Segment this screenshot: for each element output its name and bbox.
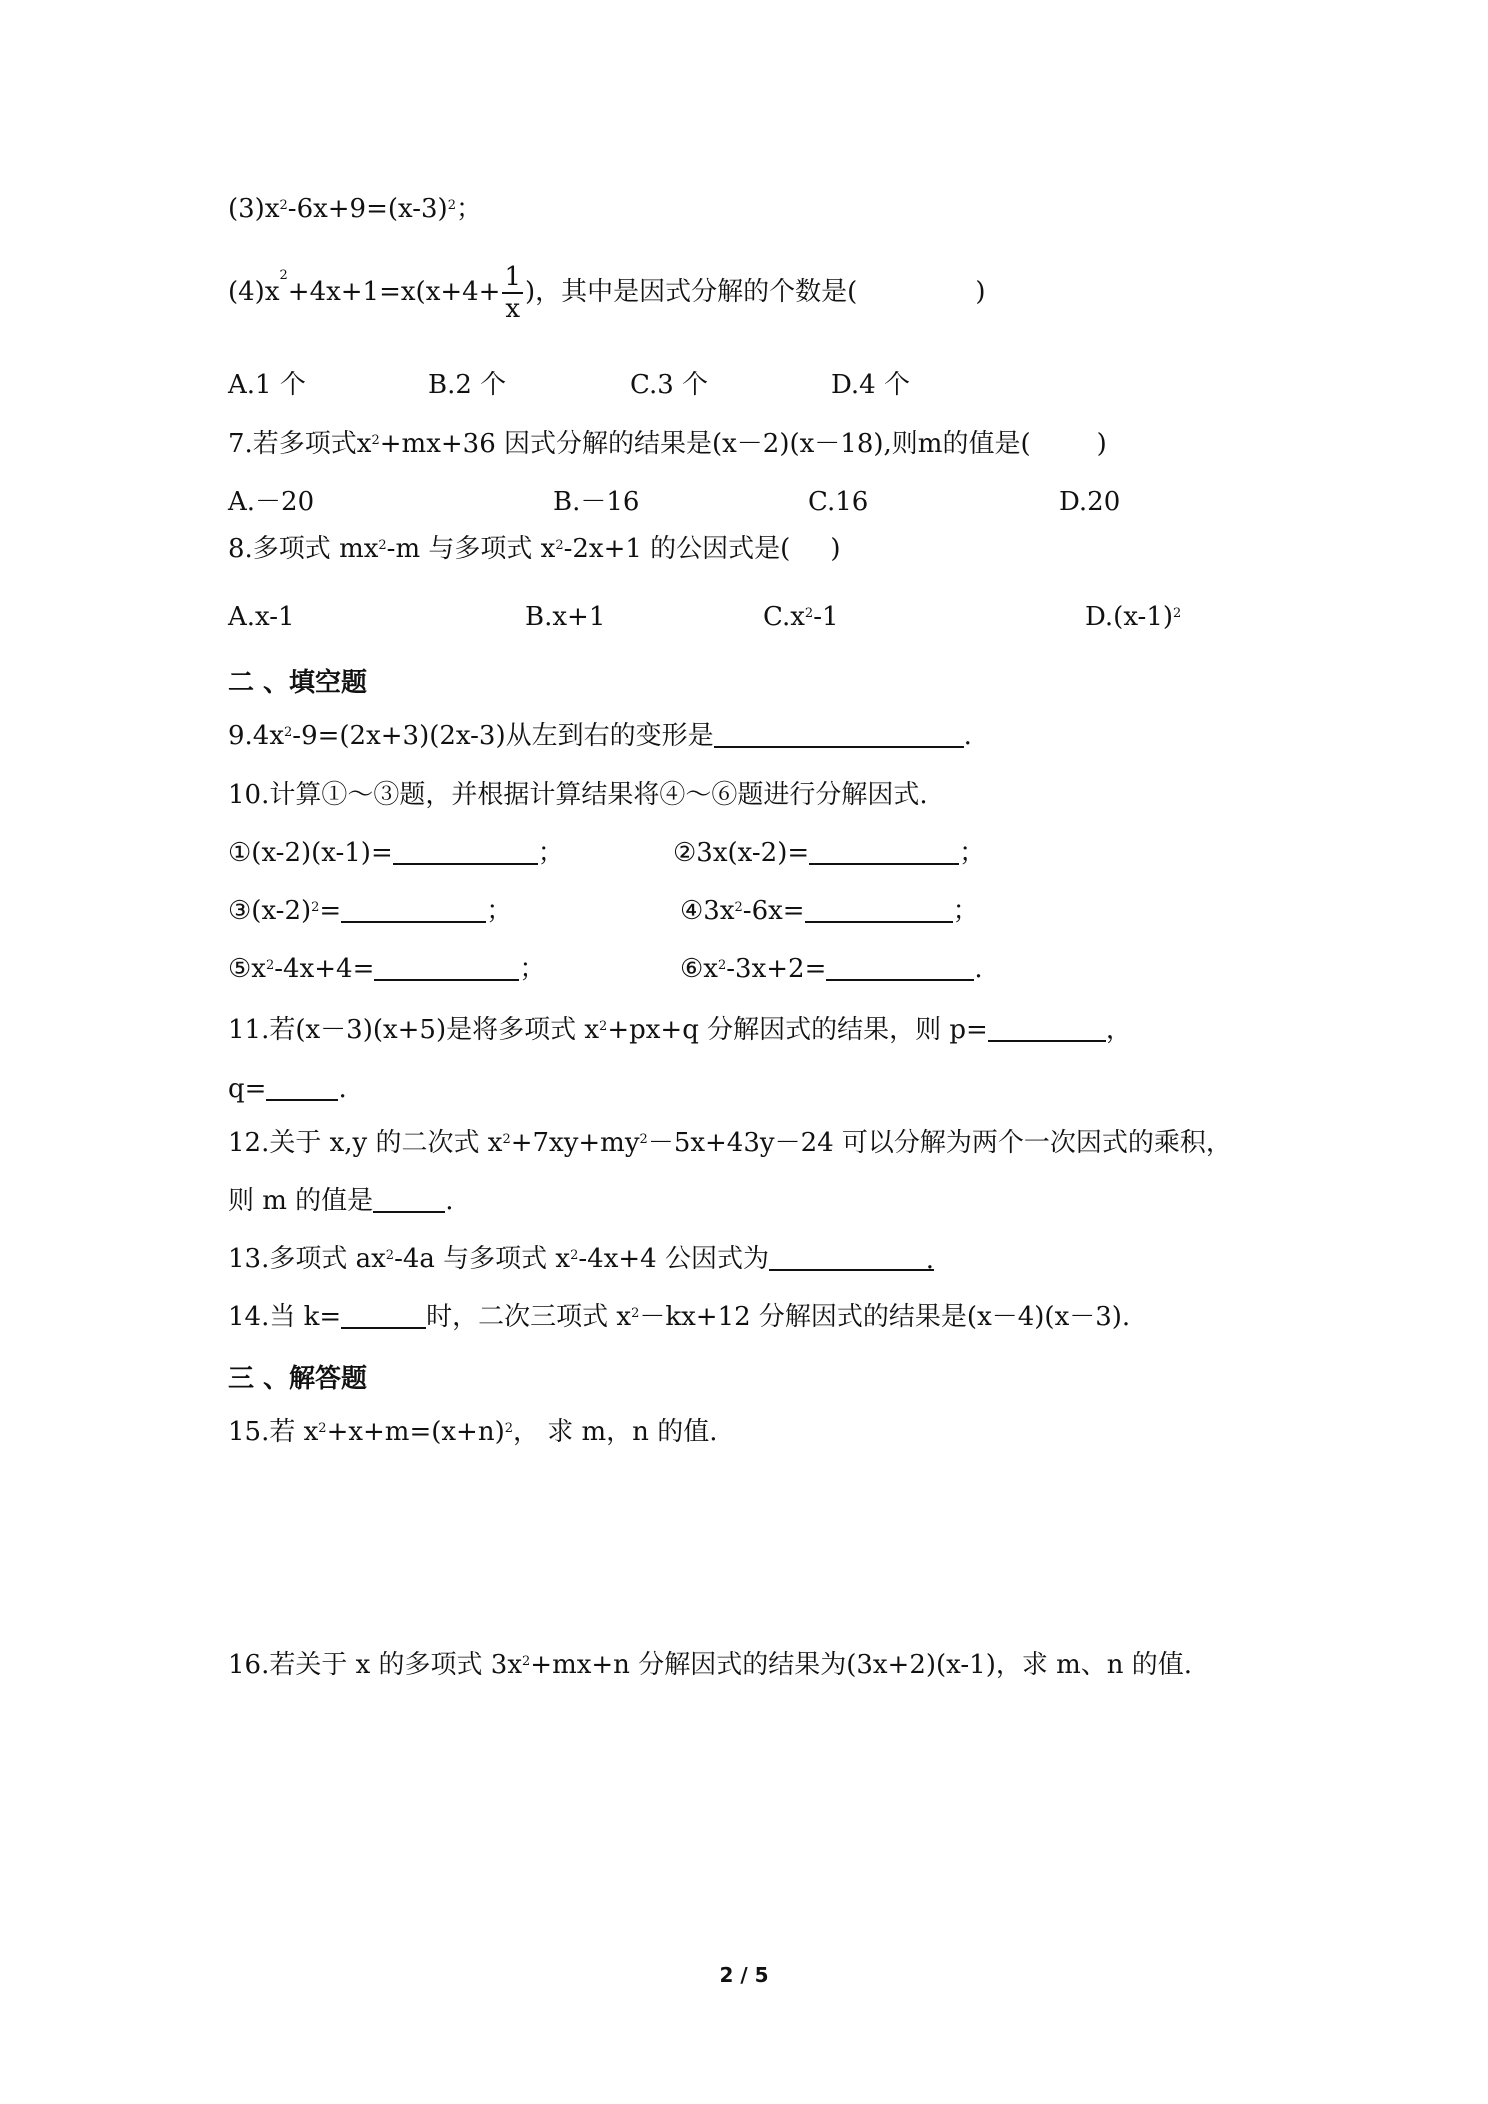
- exponent: 2: [522, 1654, 531, 1669]
- exponent: 2: [279, 198, 288, 213]
- answer-blank[interactable]: [805, 895, 953, 923]
- question-14: [228, 1300, 1130, 1334]
- question-15-text: 15.若 x: [228, 1417, 319, 1447]
- question-16: [228, 1648, 1192, 1682]
- question-12: [228, 1126, 1232, 1160]
- question-8-text: -2x+1 的公因式是(: [563, 534, 791, 564]
- q6-item-4-text: (4)x: [228, 277, 280, 307]
- q6-item-4: [228, 262, 985, 324]
- q8-option-c-text: -1: [813, 602, 839, 632]
- q7-option-c: C.16: [808, 487, 869, 517]
- exponent: 2: [447, 198, 456, 213]
- q10-item-3-text: ③(x-2): [228, 896, 312, 926]
- question-9: [228, 719, 972, 753]
- question-9-text: -9=(2x+3)(2x-3)从左到右的变形是: [292, 721, 714, 751]
- question-14-text: 14.当 k=: [228, 1302, 342, 1332]
- page-number: 2 / 5: [719, 1963, 769, 1987]
- exponent: 2: [502, 1132, 511, 1147]
- question-12-text: +7xy+my: [510, 1128, 640, 1158]
- q10-item-6-text: -3x+2=: [726, 954, 827, 984]
- answer-blank[interactable]: [393, 837, 538, 865]
- q10-item-4-text: -6x=: [742, 896, 805, 926]
- question-15-text: ， 求 m，n 的值.: [513, 1417, 718, 1447]
- q6-option-b: B.2 个: [428, 370, 507, 400]
- question-12-text: .: [445, 1186, 454, 1216]
- q10-item-1-text: ；: [537, 838, 564, 868]
- q6-item-3-text: -6x+9=(x-3): [287, 194, 448, 224]
- exponent: 2: [639, 1132, 648, 1147]
- answer-blank[interactable]: [266, 1073, 338, 1101]
- q6-option-c: C.3 个: [630, 370, 709, 400]
- question-13-text: -4x+4 公因式为: [578, 1244, 769, 1274]
- question-13-text: .: [925, 1245, 934, 1275]
- question-12-text: 12.关于 x,y 的二次式 x: [228, 1128, 503, 1158]
- answer-blank[interactable]: [374, 953, 519, 981]
- answer-blank[interactable]: [714, 720, 964, 748]
- fraction: [502, 262, 523, 324]
- question-14-text: －kx+12 分解因式的结果是(x－4)(x－3).: [639, 1302, 1131, 1332]
- question-11-text: 11.若(x－3)(x+5)是将多项式 x: [228, 1015, 600, 1045]
- question-11-text: .: [338, 1074, 347, 1104]
- question-11-text: q=: [228, 1074, 267, 1104]
- question-13: [228, 1242, 934, 1276]
- exponent: 2: [734, 900, 743, 915]
- q10-item-4-text: ④3x: [680, 896, 735, 926]
- exponent: 2: [378, 538, 387, 553]
- exponent: 2: [599, 1019, 608, 1034]
- q10-item-1-text: ①(x-2)(x-1)=: [228, 838, 393, 868]
- exponent: 2: [504, 1421, 513, 1436]
- question-16-text: +mx+n 分解因式的结果为(3x+2)(x-1)，求 m、n 的值.: [530, 1650, 1193, 1680]
- fraction-numerator: 1: [504, 262, 522, 292]
- exponent: 2: [1173, 606, 1182, 621]
- question-11-line-2: [228, 1072, 347, 1106]
- exponent: 2: [284, 725, 293, 740]
- q10-item-5-text: ；: [519, 954, 546, 984]
- question-8-text: ): [830, 534, 841, 564]
- answer-blank[interactable]: [341, 895, 486, 923]
- q10-item-6-text: ⑥x: [680, 954, 718, 984]
- q10-item-2: [673, 836, 985, 870]
- question-7-text: 7.若多项式x: [228, 429, 372, 459]
- q10-item-4-text: ；: [952, 896, 979, 926]
- question-8-text: -m 与多项式 x: [386, 534, 556, 564]
- q8-option-d-text: D.(x-1): [1085, 602, 1174, 632]
- question-13-text: -4a 与多项式 x: [394, 1244, 571, 1274]
- exponent: 2: [311, 900, 320, 915]
- exponent: 2: [804, 606, 814, 621]
- answer-blank[interactable]: [988, 1014, 1106, 1042]
- q7-option-b: B.－16: [553, 487, 640, 517]
- question-7-text: +mx+36 因式分解的结果是(x－2)(x－18),则m的值是(: [379, 429, 1031, 459]
- exponent: 2: [318, 1421, 327, 1436]
- q6-item-3: [228, 192, 482, 226]
- q6-item-4-text: +4x+1=x(x+4+: [287, 277, 501, 307]
- answer-blank[interactable]: [373, 1185, 445, 1213]
- exponent: 2: [279, 268, 288, 283]
- q10-item-1: [228, 836, 564, 870]
- question-11-text: +px+q 分解因式的结果，则 p=: [607, 1015, 988, 1045]
- q8-option-a: A.x-1: [228, 602, 295, 632]
- question-10-title: 10.计算①～③题，并根据计算结果将④～⑥题进行分解因式.: [228, 780, 928, 810]
- question-11-text: ，: [1105, 1015, 1132, 1045]
- q10-item-6-text: .: [974, 954, 983, 984]
- q10-item-6: [680, 952, 983, 986]
- question-7: [228, 427, 1107, 461]
- exponent: 2: [371, 433, 380, 448]
- q6-item-3-text: ；: [456, 194, 483, 224]
- q7-option-a: A.－20: [228, 487, 315, 517]
- q10-item-3: [228, 894, 512, 928]
- q10-item-5-text: ⑤x: [228, 954, 266, 984]
- q6-item-4-text: )，其中是因式分解的个数是(: [525, 277, 858, 307]
- fraction-denominator: x: [505, 294, 521, 324]
- exponent: 2: [265, 958, 275, 973]
- q10-item-5-text: -4x+4=: [274, 954, 375, 984]
- answer-blank[interactable]: [809, 837, 959, 865]
- q10-item-2-text: ；: [959, 838, 986, 868]
- question-11: [228, 1013, 1132, 1047]
- question-8-text: 8.多项式 mx: [228, 534, 379, 564]
- question-14-text: 时，二次三项式 x: [426, 1302, 632, 1332]
- section-heading-solve: 三 、解答题: [228, 1364, 368, 1394]
- q6-option-d: D.4 个: [831, 370, 910, 400]
- section-heading-fill-in: 二 、填空题: [228, 668, 368, 698]
- exponent: 2: [385, 1248, 395, 1263]
- q8-option-d: [1085, 600, 1181, 634]
- q10-item-5: [228, 952, 545, 986]
- question-7-text: ): [1096, 429, 1107, 459]
- q6-option-a: A.1 个: [228, 370, 306, 400]
- question-12-text: －5x+43y－24 可以分解为两个一次因式的乘积，: [647, 1128, 1232, 1158]
- question-12-text: 则 m 的值是: [228, 1186, 374, 1216]
- q10-item-4: [680, 894, 979, 928]
- exponent: 2: [555, 538, 564, 553]
- q10-item-2-text: ②3x(x-2)=: [673, 838, 810, 868]
- question-9-text: 9.4x: [228, 721, 285, 751]
- q8-option-c: [763, 600, 839, 634]
- q8-option-b: B.x+1: [525, 602, 606, 632]
- q6-item-3-text: (3)x: [228, 194, 280, 224]
- question-13-text: 13.多项式 ax: [228, 1244, 386, 1274]
- question-15-text: +x+m=(x+n): [326, 1417, 505, 1447]
- question-16-text: 16.若关于 x 的多项式 3x: [228, 1650, 523, 1680]
- question-15: [228, 1415, 717, 1449]
- answer-blank[interactable]: [769, 1243, 934, 1275]
- question-8: [228, 532, 840, 566]
- question-12-line-2: [228, 1184, 453, 1218]
- q6-item-4-text: ): [975, 277, 986, 307]
- exponent: 2: [570, 1248, 579, 1263]
- q10-item-3-text: =: [319, 896, 342, 926]
- answer-blank[interactable]: [826, 953, 974, 981]
- q10-item-3-text: ；: [486, 896, 513, 926]
- q8-option-c-text: C.x: [763, 602, 805, 632]
- answer-blank[interactable]: [341, 1301, 426, 1329]
- question-9-text: .: [963, 721, 972, 751]
- q7-option-d: D.20: [1059, 487, 1121, 517]
- exponent: 2: [717, 958, 727, 973]
- exponent: 2: [631, 1306, 640, 1321]
